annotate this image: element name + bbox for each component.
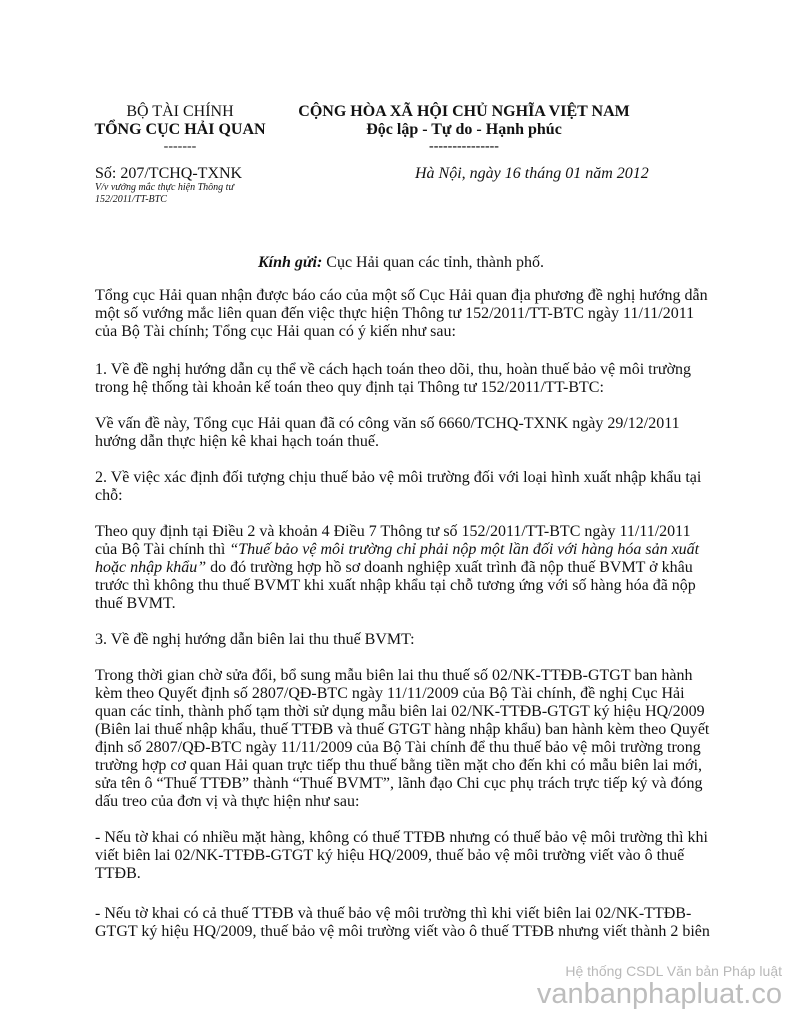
- ministry-name: BỘ TÀI CHÍNH: [126, 103, 234, 120]
- paragraph-item-2: [95, 469, 710, 505]
- paragraph-item-2-answer: [95, 523, 710, 613]
- text-line: (Biên lai thuế nhập khẩu, thuế TTĐB và thuế GTGT hàng nhập khẩu) ban hành kèm theo Quyết: [95, 721, 710, 738]
- paragraph-item-1: [95, 361, 710, 397]
- watermark-site: vanbanphapluat.co: [536, 978, 782, 1010]
- country-name: CỘNG HÒA XÃ HỘI CHỦ NGHĨA VIỆT NAM: [298, 103, 630, 120]
- text-line: trường hợp cơ quan Hải quan trực tiếp thu thuế bằng tiền mặt cho đến khi có mẫu biên lai mới,: [95, 757, 703, 774]
- text-span: của Bộ Tài chính thì: [95, 541, 230, 558]
- paragraph-item-1-answer: [95, 415, 710, 451]
- department-name: TỔNG CỤC HẢI QUAN: [94, 121, 266, 138]
- recipient: [258, 254, 544, 272]
- text-line: Trong thời gian chờ sửa đổi, bổ sung mẫu biên lai thu thuế số 02/NK-TTĐB-GTGT ban hành: [95, 667, 693, 684]
- text-line: trước thì không thu thuế BVMT khi xuất nhập khẩu tại chỗ tương ứng với số hàng hóa đã nộp: [95, 577, 696, 594]
- header-right-divider: ---------------: [429, 139, 499, 154]
- text-line: Về vấn đề này, Tổng cục Hải quan đã có công văn số 6660/TCHQ-TXNK ngày 29/12/2011: [95, 415, 680, 432]
- text-line: Theo quy định tại Điều 2 và khoản 4 Điều 7 Thông tư số 152/2011/TT-BTC ngày 11/11/2011: [95, 523, 691, 540]
- national-motto: Độc lập - Tự do - Hạnh phúc: [366, 121, 562, 138]
- text-line: TTĐB.: [95, 865, 141, 882]
- subject-line-1: V/v vướng mắc thực hiện Thông tư: [95, 182, 234, 193]
- text-line: của Bộ Tài chính; Tổng cục Hải quan có ý kiến như sau:: [95, 323, 456, 340]
- document-number: Số: 207/TCHQ-TXNK: [95, 165, 243, 182]
- text-line: sửa tên ô “Thuế TTĐB” thành “Thuế BVMT”, lãnh đạo Chi cục phụ trách trực tiếp ký và đóng: [95, 775, 703, 792]
- text-line: [95, 559, 710, 577]
- recipient-text: Cục Hải quan các tỉnh, thành phố.: [322, 254, 544, 271]
- text-line: 1. Về đề nghị hướng dẫn cụ thể về cách hạch toán theo dõi, thu, hoàn thuế bảo vệ môi trường: [95, 361, 692, 378]
- subject-line-2: 152/2011/TT-BTC: [95, 194, 167, 205]
- place-and-date: Hà Nội, ngày 16 tháng 01 năm 2012: [415, 165, 649, 182]
- text-line: hướng dẫn thực hiện kê khai hạch toán thuế.: [95, 433, 379, 450]
- quoted-text: “Thuế bảo vệ môi trường chỉ phải nộp một lần đối với hàng hóa sản xuất: [229, 541, 700, 558]
- paragraph-item-3: [95, 631, 710, 649]
- paragraph-bullet-2: [95, 905, 710, 941]
- watermark-caption: Hệ thống CSDL Văn bản Pháp luật: [565, 963, 782, 979]
- header-left-divider: -------: [163, 139, 197, 154]
- text-line: kèm theo Quyết định số 2807/QĐ-BTC ngày 11/11/2009 của Bộ Tài chính, đề nghị Cục Hải: [95, 685, 685, 702]
- paragraph-intro: [95, 287, 710, 341]
- paragraph-bullet-1: [95, 829, 710, 883]
- text-line: [95, 541, 710, 559]
- paragraph-item-3-answer: [95, 667, 710, 811]
- text-line: 3. Về đề nghị hướng dẫn biên lai thu thuế BVMT:: [95, 631, 415, 648]
- text-line: - Nếu tờ khai có cả thuế TTĐB và thuế bảo vệ môi trường thì khi viết biên lai 02/NK-TTĐB-: [95, 905, 692, 922]
- text-line: trong hệ thống tài khoản kế toán theo quy định tại Thông tư 152/2011/TT-BTC:: [95, 379, 604, 396]
- quoted-text: hoặc nhập khẩu”: [95, 559, 207, 576]
- text-line: - Nếu tờ khai có nhiều mặt hàng, không có thuế TTĐB nhưng có thuế bảo vệ môi trường thì khi: [95, 829, 708, 846]
- recipient-label: Kính gửi:: [258, 254, 323, 271]
- text-line: viết biên lai 02/NK-TTĐB-GTGT ký hiệu HQ/2009, thuế bảo vệ môi trường viết vào ô thuế: [95, 847, 685, 864]
- text-line: GTGT ký hiệu HQ/2009, thuế bảo vệ môi trường viết vào ô thuế TTĐB nhưng viết thành 2 biên: [95, 923, 710, 940]
- text-line: một số vướng mắc liên quan đến việc thực hiện Thông tư 152/2011/TT-BTC ngày 11/11/2011: [95, 305, 695, 322]
- text-line: dấu treo của đơn vị và thực hiện như sau:: [95, 793, 360, 810]
- text-line: quan các tỉnh, thành phố tạm thời sử dụng mẫu biên lai 02/NK-TTĐB-GTGT ký hiệu HQ/2009: [95, 703, 705, 720]
- text-line: 2. Về việc xác định đối tượng chịu thuế bảo vệ môi trường đối với loại hình xuất nhập khẩu tại: [95, 469, 702, 486]
- text-line: định số 2807/QĐ-BTC ngày 11/11/2009 của Bộ Tài chính để thu thuế bảo vệ môi trường trong: [95, 739, 701, 756]
- text-line: Tổng cục Hải quan nhận được báo cáo của một số Cục Hải quan địa phương đề nghị hướng dẫn: [95, 287, 708, 304]
- text-line: thuế BVMT.: [95, 595, 176, 612]
- text-line: chỗ:: [95, 487, 123, 504]
- text-span: do đó trường hợp hồ sơ doanh nghiệp xuất trình đã nộp thuế BVMT ở khâu: [206, 559, 693, 576]
